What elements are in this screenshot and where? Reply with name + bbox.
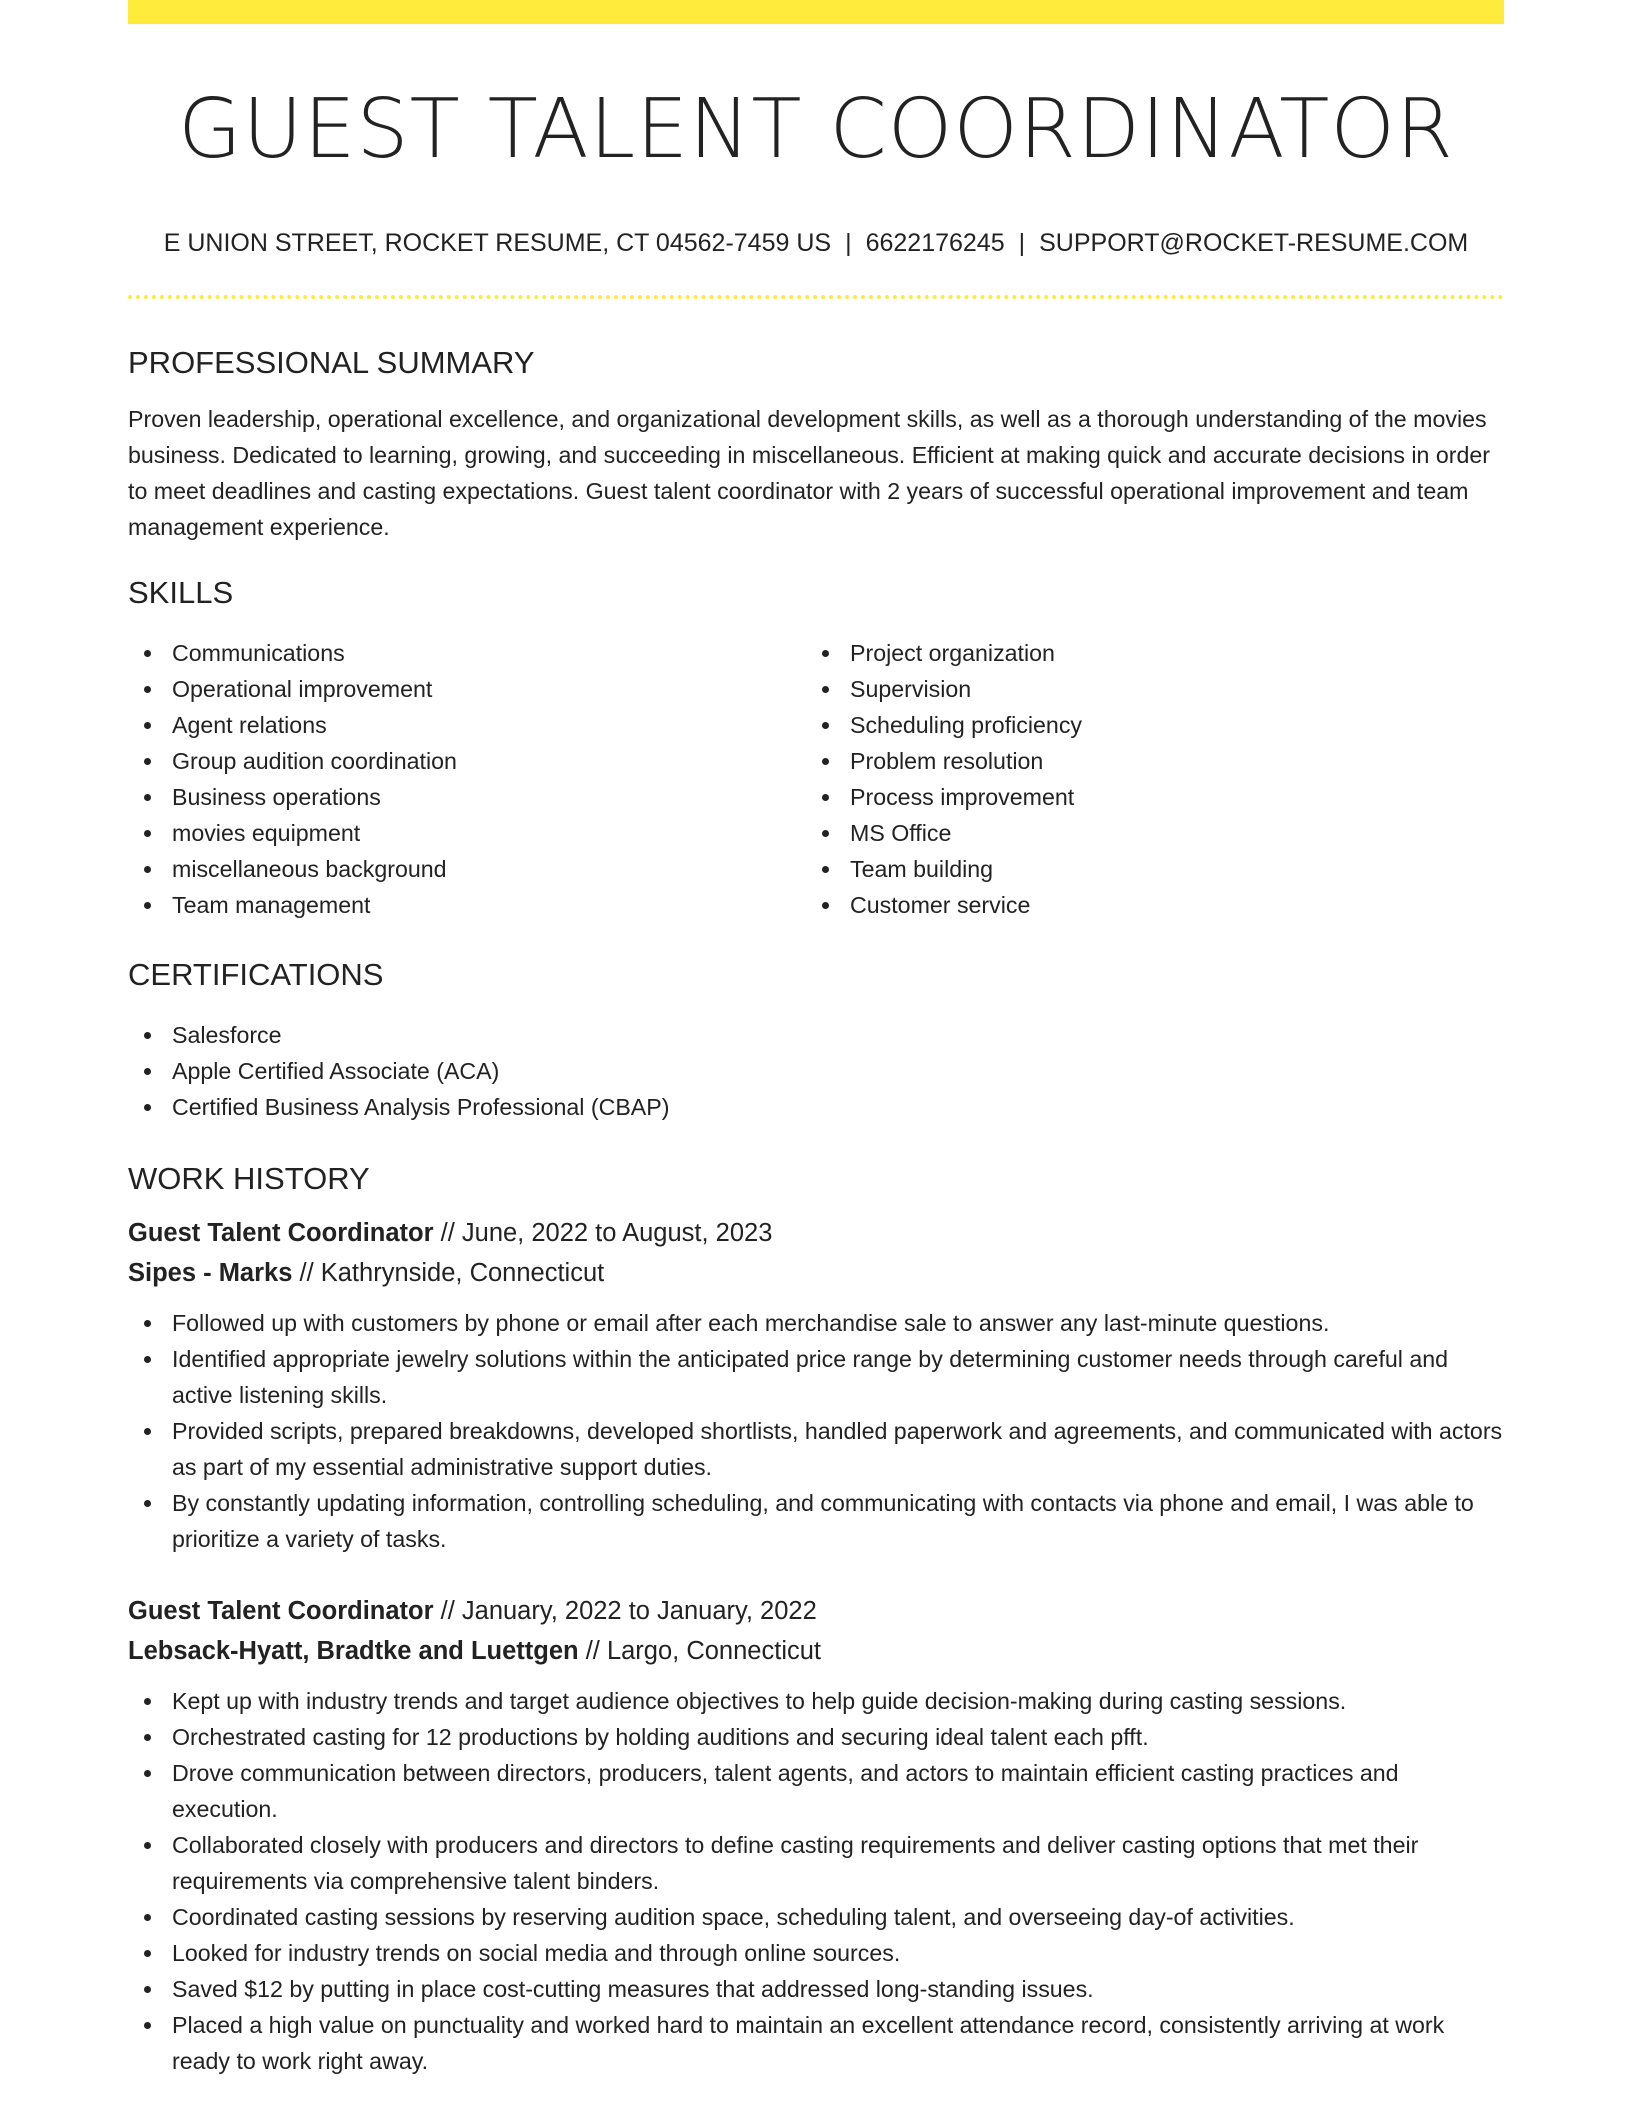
job-company: Sipes - Marks [128, 1259, 293, 1287]
work-history-heading: WORK HISTORY [128, 1161, 370, 1196]
job-bullet: Orchestrated casting for 12 productions by holding auditions and securing ideal talent each pfft. [128, 1719, 1504, 1755]
certifications-heading: CERTIFICATIONS [128, 957, 384, 992]
job-bullet: Provided scripts, prepared breakdowns, developed shortlists, handled paperwork and agreements, and communicated with actors as part of my essential administrative support duties. [128, 1413, 1504, 1485]
job-bullet: Looked for industry trends on social media and through online sources. [128, 1935, 1504, 1971]
certification-item: Apple Certified Associate (ACA) [128, 1053, 1504, 1089]
accent-top-bar [128, 0, 1504, 24]
job-bullet: By constantly updating information, controlling scheduling, and communicating with contacts via phone and email, I was able to prioritize a variety of tasks. [128, 1485, 1504, 1557]
skill-item: miscellaneous background [128, 851, 806, 887]
resume-name: GUEST TALENT COORDINATOR [178, 82, 1454, 177]
skills-list-right [806, 635, 1484, 923]
job-company: Lebsack-Hyatt, Bradtke and Luettgen [128, 1637, 579, 1665]
contact-separator: | [1018, 229, 1026, 257]
skill-item: Communications [128, 635, 806, 671]
skills-list-left [128, 635, 806, 923]
summary-heading: PROFESSIONAL SUMMARY [128, 345, 535, 380]
skill-item: Problem resolution [806, 743, 1484, 779]
job-company-line [128, 1253, 1504, 1293]
job-bullet: Collaborated closely with producers and directors to define casting requirements and deliver casting options that met their requirements via comprehensive talent binders. [128, 1827, 1504, 1899]
skill-item: Team management [128, 887, 806, 923]
skill-item: Operational improvement [128, 671, 806, 707]
skill-item: Business operations [128, 779, 806, 815]
certifications-list [128, 1017, 1504, 1125]
job-bullet-list [128, 1305, 1504, 1557]
job-entry [128, 1213, 1504, 1557]
job-bullet: Saved $12 by putting in place cost-cutting measures that addressed long-standing issues. [128, 1971, 1504, 2007]
job-role: Guest Talent Coordinator [128, 1597, 434, 1625]
job-bullet: Drove communication between directors, producers, talent agents, and actors to maintain efficient casting practices and execution. [128, 1755, 1504, 1827]
contact-separator: | [845, 229, 852, 257]
job-bullet: Coordinated casting sessions by reserving audition space, scheduling talent, and overseeing day-of activities. [128, 1899, 1504, 1935]
skill-item: Customer service [806, 887, 1484, 923]
skill-item: movies equipment [128, 815, 806, 851]
contact-line [128, 228, 1504, 258]
summary-text: Proven leadership, operational excellence, and organizational development skills, as well as a thorough understanding of the movies business. Dedicated to learning, growing, and succeeding in miscellaneous. Efficient at making quick and accurate decisions in order to meet deadlines and casting expectations. Guest talent coordinator with 2 years of successful operational improvement and team management experience. [128, 406, 1490, 540]
skill-item: Scheduling proficiency [806, 707, 1484, 743]
contact-phone: 6622176245 [865, 229, 1005, 257]
skills-heading: SKILLS [128, 575, 234, 610]
contact-address: E UNION STREET, ROCKET RESUME, CT 04562-7459 US [163, 229, 832, 257]
job-bullet: Kept up with industry trends and target audience objectives to help guide decision-making during casting sessions. [128, 1683, 1504, 1719]
job-bullet: Identified appropriate jewelry solutions within the anticipated price range by determining customer needs through careful and active listening skills. [128, 1341, 1504, 1413]
skill-item: Project organization [806, 635, 1484, 671]
skills-columns [128, 635, 1504, 923]
job-dates: // June, 2022 to August, 2023 [433, 1219, 773, 1247]
certification-item: Certified Business Analysis Professional (CBAP) [128, 1089, 1504, 1125]
resume-page [128, 0, 1504, 2079]
job-company-line [128, 1631, 1504, 1671]
skill-item: Process improvement [806, 779, 1484, 815]
contact-email: SUPPORT@ROCKET-RESUME.COM [1039, 229, 1469, 257]
job-bullet: Placed a high value on punctuality and worked hard to maintain an excellent attendance record, consistently arriving at work ready to work right away. [128, 2007, 1504, 2079]
job-dates: // January, 2022 to January, 2022 [433, 1597, 817, 1625]
skill-item: Supervision [806, 671, 1484, 707]
job-entry [128, 1591, 1504, 2079]
job-title-line [128, 1591, 1504, 1631]
job-role: Guest Talent Coordinator [128, 1219, 434, 1247]
job-title-line [128, 1213, 1504, 1253]
skill-item: Group audition coordination [128, 743, 806, 779]
job-location: // Largo, Connecticut [578, 1637, 821, 1665]
job-location: // Kathrynside, Connecticut [292, 1259, 605, 1287]
dotted-divider [128, 295, 1504, 299]
certification-item: Salesforce [128, 1017, 1504, 1053]
job-bullet-list [128, 1683, 1504, 2079]
skill-item: Team building [806, 851, 1484, 887]
skill-item: MS Office [806, 815, 1484, 851]
job-bullet: Followed up with customers by phone or email after each merchandise sale to answer any last-minute questions. [128, 1305, 1504, 1341]
skill-item: Agent relations [128, 707, 806, 743]
